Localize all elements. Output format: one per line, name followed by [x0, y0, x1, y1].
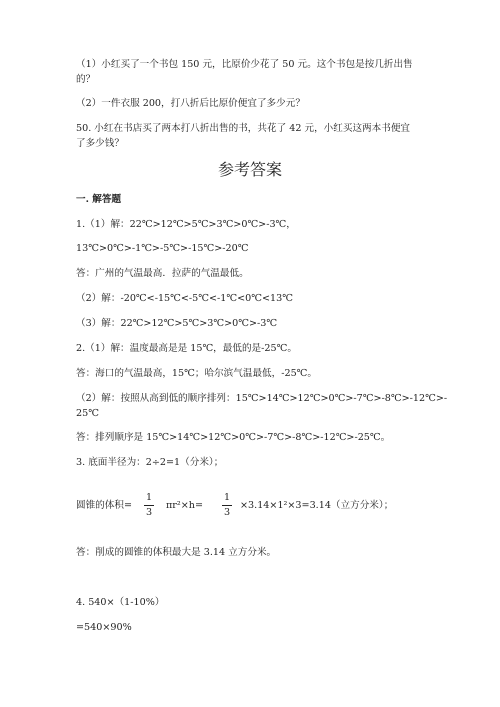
- a3-frac1-denominator: 3: [145, 507, 153, 518]
- a2-p2-line1: （2）解：按照从高到低的顺序排列：15℃>14℃>12℃>0℃>-7℃>-8℃>-12℃>-: [76, 393, 448, 404]
- a3-answer: 答：削成的圆锥的体积最大是 3.14 立方分米。: [76, 547, 277, 558]
- a3-fraction-one-third: [142, 492, 156, 519]
- a1-p1-line2: 13℃>0℃>-1℃>-5℃>-15℃>-20℃: [76, 243, 249, 254]
- a2-p2-answer: 答：排列顺序是 15℃>14℃>12℃>0℃>-7℃>-8℃>-12℃>-25℃。: [76, 432, 391, 443]
- a3-volume-prefix: 圆锥的体积=: [76, 500, 133, 511]
- a3-radius: 3. 底面半径为：2÷2=1（分米）；: [76, 457, 224, 468]
- fraction-bar: [144, 505, 154, 506]
- a3-frac1-numerator: 1: [145, 492, 153, 503]
- q49-part2: （2）一件衣服 200，打八折后比原价便宜了多少元？: [76, 98, 305, 109]
- a2-p1-answer: 答：海口的气温最高，15℃；哈尔滨气温最低，-25℃。: [76, 368, 317, 379]
- fraction-bar: [222, 505, 232, 506]
- a4-line2: =540×90%: [76, 622, 132, 633]
- a1-p1-answer: 答：广州的气温最高．拉萨的气温最低。: [76, 268, 249, 279]
- a3-fraction-one-third-second: [220, 492, 234, 519]
- a2-p2-line2: 25℃: [76, 408, 99, 419]
- a1-p2: （2）解：-20℃<-15℃<-5℃<-1℃<0℃<13℃: [76, 293, 293, 304]
- a4-line1: 4. 540×（1-10%）: [76, 597, 165, 608]
- a1-p3: （3）解：22℃>12℃>5℃>3℃>0℃>-3℃: [76, 318, 278, 329]
- answer-title: 参考答案: [217, 160, 282, 179]
- q50-line1: 50. 小红在书店买了两本打八折出售的书，共花了 42 元，小红买这两本书便宜: [76, 123, 411, 134]
- q49-part1-line1: （1）小红买了一个书包 150 元，比原价少花了 50 元。这个书包是按几折出售: [76, 59, 413, 70]
- a3-frac2-denominator: 3: [223, 507, 231, 518]
- section-title: 一. 解答题: [76, 194, 122, 205]
- q50-line2: 了多少钱？: [76, 138, 124, 149]
- a3-frac2-numerator: 1: [223, 492, 231, 503]
- a3-volume-calc: ×3.14×1²×3=3.14（立方分米）；: [240, 500, 394, 511]
- a2-p1: 2.（1）解：温度最高是是 15℃，最低的是-25℃。: [76, 343, 297, 354]
- a1-p1-line1: 1.（1）解：22℃>12℃>5℃>3℃>0℃>-3℃，: [76, 219, 296, 230]
- q49-part1-line2: 的？: [76, 74, 96, 85]
- a3-volume-formula: πr²×h=: [166, 500, 203, 511]
